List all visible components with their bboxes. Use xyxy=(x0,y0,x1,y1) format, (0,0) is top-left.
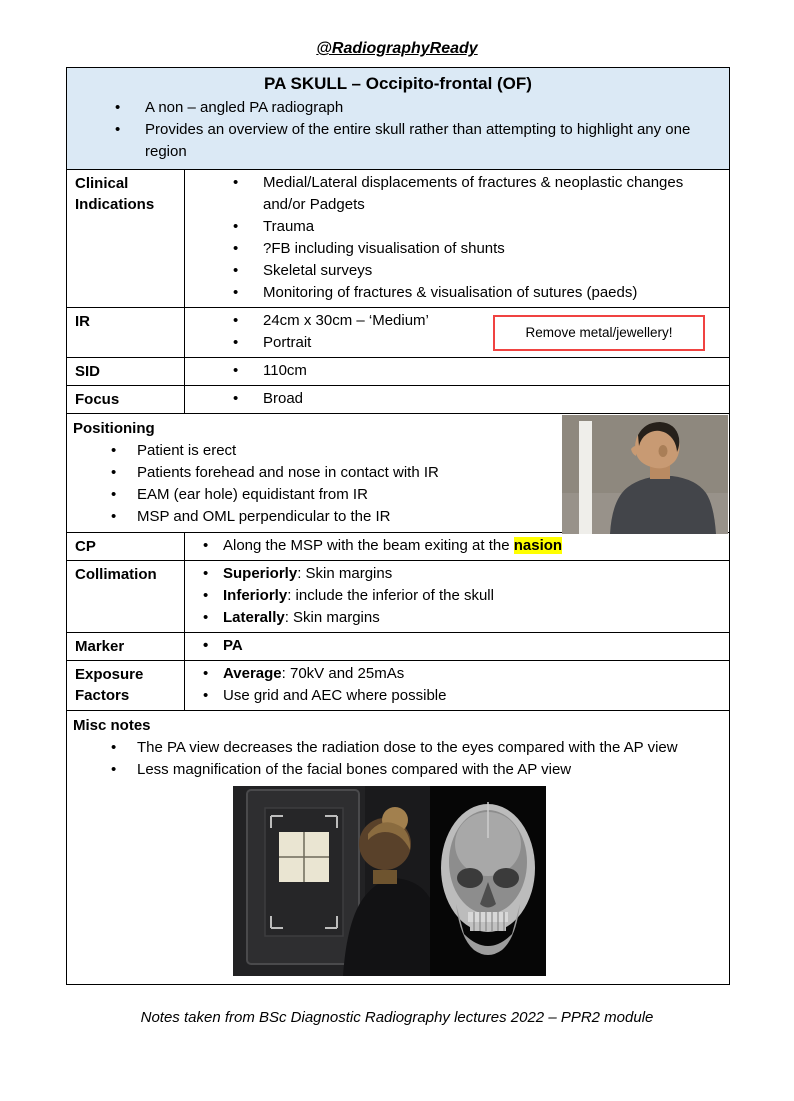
bullet-item xyxy=(185,535,723,557)
bullet-item: • Trauma xyxy=(185,216,723,238)
row-marker xyxy=(67,633,730,661)
bullet-item: • Skeletal surveys xyxy=(185,260,723,282)
row-label-cp: CP xyxy=(67,533,185,561)
bullet-item: • Less magnification of the facial bones compared with the AP view xyxy=(73,759,689,781)
bullet-item: • ?FB including visualisation of shunts xyxy=(185,238,723,260)
xray-room-photo-image xyxy=(233,786,430,976)
bullet-item: • Medial/Lateral displacements of fractures & neoplastic changes and/or Padgets xyxy=(185,172,723,216)
exposure-bullets xyxy=(185,663,723,707)
bullet-item: • Broad xyxy=(185,388,723,410)
collimation-term: Inferiorly xyxy=(223,587,288,604)
row-exposure-factors xyxy=(67,661,730,711)
row-label-exposure-factors: Exposure Factors xyxy=(67,661,185,711)
account-handle: @RadiographyReady xyxy=(316,40,478,57)
bullet-item: • A non – angled PA radiograph xyxy=(67,97,729,119)
exposure-detail: : 70kV and 25mAs xyxy=(281,665,405,682)
misc-images xyxy=(233,786,723,976)
bullet-item xyxy=(185,685,723,707)
bullet-item: • Monitoring of fractures & visualisation of sutures (paeds) xyxy=(185,282,723,304)
row-label-sid: SID xyxy=(67,358,185,386)
skull-xray xyxy=(430,786,546,976)
positioning-cell xyxy=(67,414,730,533)
row-cp xyxy=(67,533,730,561)
positioning-bullets xyxy=(73,440,503,528)
marker-bullets xyxy=(185,635,723,657)
bullet-item: • PA xyxy=(185,635,723,657)
header-cell xyxy=(67,68,730,170)
misc-bullets xyxy=(73,737,689,781)
row-label-positioning: Positioning xyxy=(73,420,155,437)
bullet-item xyxy=(185,607,723,629)
collimation-term: Superiorly xyxy=(223,565,298,582)
bullet-item: • Patients forehead and nose in contact with IR xyxy=(73,462,503,484)
focus-bullets xyxy=(185,388,723,410)
collimation-term: Laterally xyxy=(223,609,285,626)
sid-bullets xyxy=(185,360,723,382)
cp-text: Along the MSP with the beam exiting at the xyxy=(223,537,514,554)
page-title: PA SKULL – Occipito-frontal (OF) xyxy=(264,74,532,93)
row-label-focus: Focus xyxy=(67,386,185,414)
skull-xray-image xyxy=(430,786,546,976)
exposure-term: Average xyxy=(223,665,282,682)
xray-room-photo xyxy=(233,786,430,976)
patient-positioning-render xyxy=(562,415,728,534)
clinical-bullets xyxy=(185,172,723,304)
row-label-marker: Marker xyxy=(67,633,185,661)
bullet-item: • EAM (ear hole) equidistant from IR xyxy=(73,484,503,506)
row-label-collimation: Collimation xyxy=(67,561,185,633)
row-focus xyxy=(67,386,730,414)
bullet-item: • Provides an overview of the entire skull rather than attempting to highlight any one region xyxy=(67,119,729,163)
notes-table xyxy=(66,67,730,985)
footer-note: Notes taken from BSc Diagnostic Radiography lectures 2022 – PPR2 module xyxy=(140,1009,654,1026)
row-misc-notes xyxy=(67,711,730,985)
collimation-detail: : Skin margins xyxy=(284,609,380,626)
bullet-item xyxy=(185,585,723,607)
bullet-item: • 110cm xyxy=(185,360,723,382)
collimation-detail: : include the inferior of the skull xyxy=(287,587,494,604)
row-positioning xyxy=(67,414,730,533)
row-label-ir: IR xyxy=(67,308,185,358)
row-clinical-indications xyxy=(67,170,730,308)
cp-bullets xyxy=(185,535,723,557)
row-sid xyxy=(67,358,730,386)
bullet-item: • 24cm x 30cm – ‘Medium’ xyxy=(185,310,723,332)
row-label-clinical-indications: Clinical Indications xyxy=(67,170,185,308)
row-ir xyxy=(67,308,730,358)
collimation-bullets xyxy=(185,563,723,629)
bullet-item xyxy=(185,563,723,585)
misc-notes-cell xyxy=(67,711,730,985)
nasion-highlight: nasion xyxy=(513,537,563,554)
header-bullets xyxy=(67,97,729,163)
row-collimation xyxy=(67,561,730,633)
remove-metal-callout: Remove metal/jewellery! xyxy=(493,315,705,351)
table-header-row xyxy=(67,68,730,170)
bullet-item: • MSP and OML perpendicular to the IR xyxy=(73,506,503,528)
bullet-item xyxy=(185,663,723,685)
bullet-item: • Patient is erect xyxy=(73,440,503,462)
bullet-item: • Portrait xyxy=(185,332,723,354)
bullet-item: • The PA view decreases the radiation dose to the eyes compared with the AP view xyxy=(73,737,689,759)
collimation-detail: : Skin margins xyxy=(297,565,393,582)
row-label-misc-notes: Misc notes xyxy=(73,717,151,734)
positioning-photo xyxy=(562,415,728,534)
exposure-detail: Use grid and AEC where possible xyxy=(223,687,447,704)
